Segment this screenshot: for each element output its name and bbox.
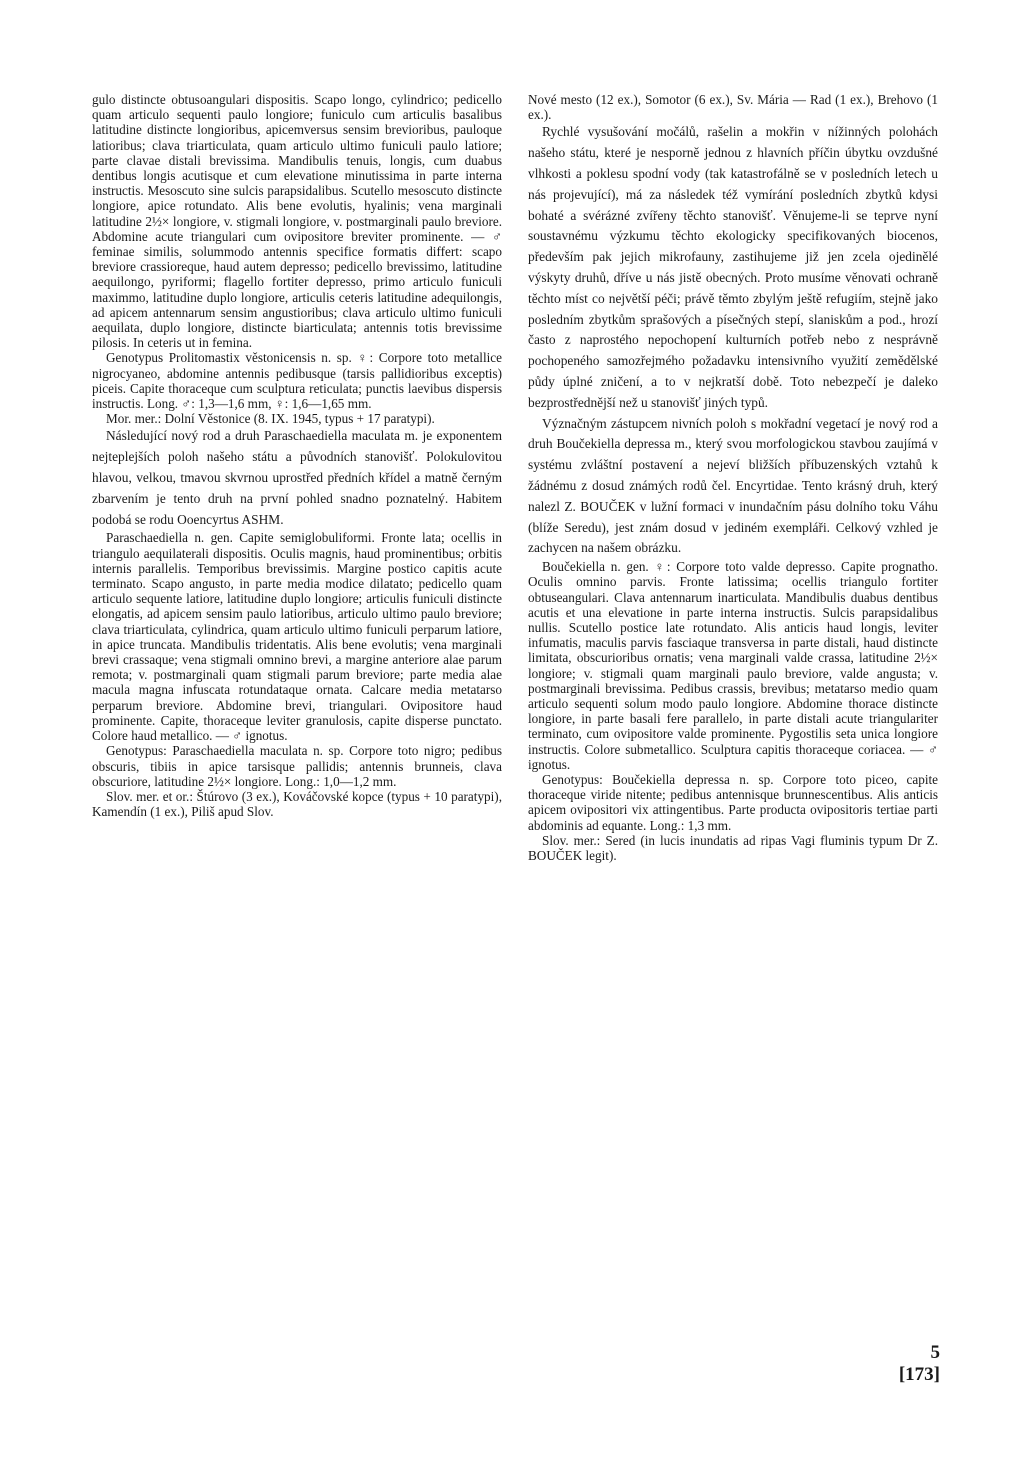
left-paragraph-4: Následující nový rod a druh Paraschaediella maculata m. je exponentem nejteplejších poloh našeho státu a původních stanovišť. Polokulovitou hlavou, velkou, tmavou skvrnou uprostřed předních křídel a matně černým zbarvením je tento druh na první pohled snadno poznatelný. Habitem podobá se rodu Ooencyrtus ASHM. [92, 428, 502, 527]
left-column [92, 92, 502, 819]
right-column [528, 92, 938, 863]
page-bracket-number: [173] [898, 1364, 940, 1385]
right-paragraph-5: Genotypus: Boučekiella depressa n. sp. Corpore toto piceo, capite thoraceque viride nitente; pedibus antennisque brunnescentibus. Alis anticis apicem ovipositori vix attingentibus. Parte producta ovipositoris tertiae parti abdominis ad equante. Long.: 1,3 mm. [528, 771, 938, 833]
left-paragraph-5: Paraschaediella n. gen. Capite semiglobuliformi. Fronte lata; ocellis in triangulo aequilaterali dispositis. Oculis magnis, haud prominentibus; orbitis internis parallelis. Temporibus brevissimis. Margine postico capitis acute terminato. Scapo angusto, in parte media modice dilatato; pedicello quam articulo sequente latiore, latitudine duplo longiore; articulis funiculi distincte elongatis, ad apicem sensim paulo latioribus, articulo ultimo paulo breviore; clava triarticulata, cylindrica, quam articulo ultimo funiculi perparum latiore, in apice truncata. Mandibulis tridentatis. Alis bene evolutis; vena marginali brevi crassaque; vena stigmali omnino brevi, a margine anteriore alae parum remota; v. postmarginali quam stigmali parum breviore; parte media alae macula magna infuscata rotundataque ornata. Calcare media metatarso perparum breviore. Abdomine brevi, triangulari. Ovipositore haud prominente. Capite, thoraceque leviter granulosis, capite disperse punctato. Colore haud metallico. — ♂ ignotus. [92, 530, 502, 744]
left-paragraph-6: Genotypus: Paraschaediella maculata n. sp. Corpore toto nigro; pedibus obscuris, tibiis in apice tarsisque pallidis; antennis brunneis, clava obscuriore, latitudine 2½× longiore. Long.: 1,0—1,2 mm. [92, 743, 502, 789]
left-paragraph-7: Slov. mer. et or.: Štúrovo (3 ex.), Kováčovské kopce (typus + 10 paratypi), Kamendín (1 ex.), Piliš apud Slov. [92, 788, 502, 820]
right-paragraph-1: Nové mesto (12 ex.), Somotor (6 ex.), Sv. Mária — Rad (1 ex.), Brehovo (1 ex.). [528, 92, 938, 123]
left-paragraph-3: Mor. mer.: Dolní Věstonice (8. IX. 1945, typus + 17 paratypi). [106, 411, 435, 427]
right-paragraph-3: Význačným zástupcem nivních poloh s mokřadní vegetací je nový rod a druh Boučekiella depressa m., který svou morfologickou stavbou zaujímá v systému zvláštní postavení a nejeví bližších příbuzenských vztahů k žádnému z dosud známých rodů čel. Encyrtidae. Tento krásný druh, který nalezl Z. BOUČEK v lužní formaci v inundačním pásu dolního toku Váhu (blíže Seredu), jest znám dosud v jediném exempláři. Celkový vzhled je zachycen na našem obrázku. [528, 415, 938, 556]
right-czech-block [528, 122, 938, 559]
left-paragraph-2: Genotypus Prolitomastix věstonicensis n. sp. ♀: Corpore toto metallice nigrocyaneo, abdomine antennis pedibusque (tarsis pallidioribus exceptis) piceis. Capite thoraceque cum sculptura reticulata; punctis laevibus dispersis instructis. Long. ♂: 1,3—1,6 mm, ♀: 1,6—1,65 mm. [92, 350, 502, 412]
page-folio [890, 1342, 940, 1386]
left-czech-block [92, 426, 502, 530]
left-paragraph-1: gulo distincte obtusoangulari dispositis. Scapo longo, cylindrico; pedicello quam articulo sequenti paulo longiore; funiculo cum articulis basalibus latitudine distincte longioribus, apicemversus sensim brevioribus, pauloque latioribus; clava triarticulata, quam articulo ultimo funiculi paulo latiore; parte clavae distali brevissima. Mandibulis tenuis, longis, cum duabus dentibus longis acutisque et cum elevatione minutissima in parte interna instructis. Mesoscuto sine sulcis parapsidalibus. Scutello mesoscuto distincte longiore, apice rotundato. Alis bene evolutis, hyalinis; vena marginali latitudine 2½× longiore, v. stigmali longiore, v. postmarginali paulo breviore. Abdomine acute triangulari cum ovipositore breviter prominente. — ♂ feminae similis, solummodo antennis specifice formatis differt: scapo breviore crassioreque, haud autem depresso; pedicello brevissimo, latitudine aequilongo, pyriformi; flagello fortiter depresso, primo articulo funiculi maximmo, latitudine duplo longiore, articulis ceteris latitudine adequilongis, ad apicem antennarum sensim angustioribus; clava articulo ultimo funiculi aequilata, duplo longiore, distincte biarticulata; antennis totis brevissime pilosis. In ceteris ut in femina. [92, 92, 502, 351]
right-paragraph-6: Slov. mer.: Sered (in lucis inundatis ad ripas Vagi fluminis typum Dr Z. BOUČEK legit). [528, 832, 938, 863]
right-paragraph-4: Boučekiella n. gen. ♀: Corpore toto valde depresso. Capite prognatho. Oculis omnino parvis. Fronte latissima; ocellis triangulo fortiter obtuseangulari. Clava antennarum inarticulata. Mandibulis duabus dentibus acutis et una elevatione in parte interna instructis. Sulcis parapsidalibus nullis. Scutello postice late rotundato. Alis anticis haud longis, leviter infumatis, maculis parvis fasciaque transversa in parte distali, haud distincte limitata, obscurioribus ornatis; vena marginali valde crassa, latitudine 2½× longiore; v. stigmali quam marginali paulo breviore, valde angusta; v. postmarginali brevissima. Pedibus crassis, brevibus; metatarso medio quam articulo sequenti solum modo paulo longiore. Abdomine thorace distincte longiore, in parte basali fere parallelo, in parte distali acute triangulariter terminato, cum ovipositore valde prominente. Pygostilis seta unica longiore instructis. Colore submetallico. Sculptura capitis thoraceque coriacea. — ♂ ignotus. [528, 559, 938, 772]
page-number: 5 [930, 1342, 940, 1363]
right-paragraph-2: Rychlé vysušování močálů, rašelin a mokřin v nížinných polohách našeho státu, které je nesporně jednou z hlavních příčin úbytku ovzdušné vlhkosti a poklesu spodní vody (tak katastrofálně se v posledních letech u nás projevující), má za následek též vymírání posledních zbytků kdysi bohaté a svérázné zvířeny těchto stanovišť. Věnujeme-li se teprve nyní soustavnému výzkumu těchto ekologicky specifikovaných biocenos, především pak jejich mikrofauny, zastihujeme již jen zcela ojedinělé výskyty druhů, dříve u nás jistě obecných. Proto musíme věnovati ochraně těchto míst co největší péči; právě těmto zbylým ještě refugiím, stejně jako posledním zbytkům sprašových a písečných stepí, slaniskům a pod., hrozí často z naprostého nepochopení kulturních potřeb nebo z nesprávně pochopeného samozřejmého požadavku intensivního využití zemědělské půdy úplné zničení, a to v nejkratší době. Toto nebezpečí je daleko bezprostřednější než u stanovišť jiných typů. [528, 124, 938, 410]
